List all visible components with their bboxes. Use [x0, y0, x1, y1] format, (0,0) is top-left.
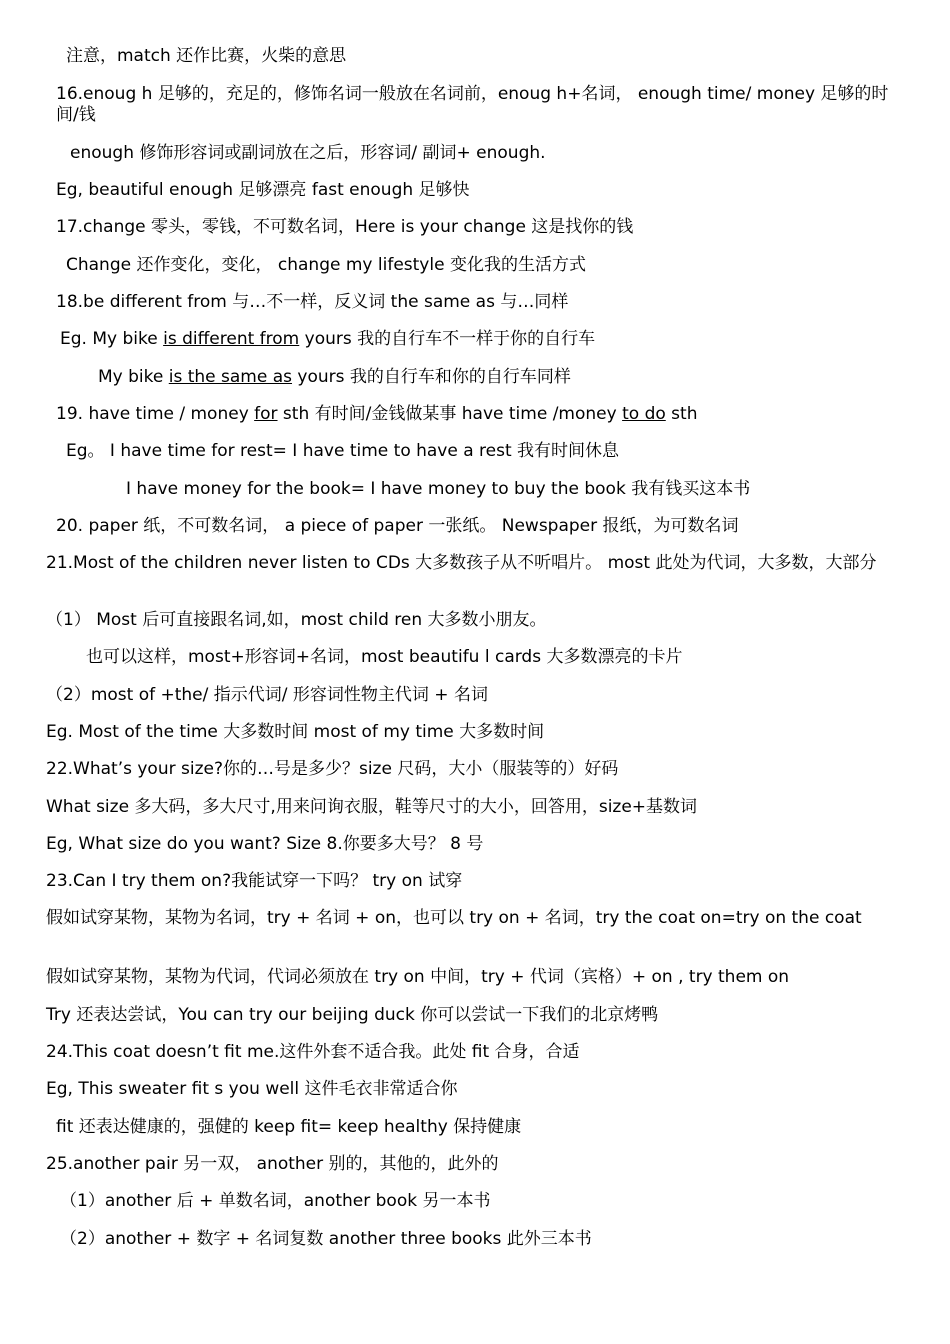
- text-segment: Eg。 I have time for rest= I have time to have a rest 我有时间休息: [66, 441, 620, 461]
- text-segment: Eg, beautiful enough 足够漂亮 fast enough 足够快: [56, 180, 470, 200]
- text-segment: 25.another pair 另一双， another 别的，其他的，此外的: [46, 1154, 499, 1174]
- text-line: [46, 834, 483, 855]
- text-segment: Eg, This sweater fit s you well 这件毛衣非常适合你: [46, 1079, 458, 1099]
- text-segment: Eg. Most of the time 大多数时间 most of my time 大多数时间: [46, 722, 545, 742]
- text-line: [70, 143, 546, 164]
- underlined-phrase: for: [254, 404, 278, 424]
- text-line: [126, 479, 750, 500]
- text-line: [46, 967, 789, 988]
- text-line: [46, 1079, 458, 1100]
- text-line: [46, 685, 488, 706]
- text-segment: 17.change 零头，零钱，不可数名词，Here is your change 这是找你的钱: [56, 217, 634, 237]
- text-segment: 注意，match 还作比赛，火柴的意思: [66, 46, 347, 66]
- text-line: [46, 759, 618, 780]
- text-line: [46, 908, 898, 929]
- text-segment: sth: [665, 404, 698, 424]
- text-line: [46, 610, 547, 631]
- text-segment: Eg, What size do you want? Size 8.你要多大号？ 8 号: [46, 834, 484, 854]
- text-segment: enough 修饰形容词或副词放在之后，形容词/ 副词+ enough.: [70, 143, 546, 163]
- text-segment: 23.Can I try them on?我能试穿一下吗？ try on 试穿: [46, 871, 463, 891]
- text-segment: Eg. My bike: [60, 329, 164, 349]
- text-line: [98, 367, 571, 388]
- underlined-phrase: is the same as: [168, 367, 293, 387]
- text-line: [56, 1117, 521, 1138]
- text-line: [46, 722, 544, 743]
- text-segment: 22.What’s your size?你的…号是多少？size 尺码，大小（服装等的）好码: [46, 759, 619, 779]
- text-segment: （2）another + 数字 + 名词复数 another three books 此外三本书: [60, 1229, 592, 1249]
- underlined-phrase: is different from: [163, 329, 300, 349]
- text-segment: fit 还表达健康的，强健的 keep fit= keep healthy 保持健康: [56, 1117, 522, 1137]
- underlined-phrase: to do: [622, 404, 666, 424]
- text-segment: I have money for the book= I have money to buy the book 我有钱买这本书: [126, 479, 751, 499]
- text-segment: 假如试穿某物，某物为代词，代词必须放在 try on 中间，try + 代词（宾格）+ on , try them on: [46, 967, 790, 987]
- text-line: [66, 441, 619, 462]
- text-segment: （2）most of +the/ 指示代词/ 形容词性物主代词 + 名词: [46, 685, 488, 705]
- text-segment: My bike: [98, 367, 169, 387]
- text-segment: 24.This coat doesn’t fit me.这件外套不适合我。此处 fit 合身，合适: [46, 1042, 580, 1062]
- text-line: [46, 871, 462, 892]
- text-line: [86, 647, 683, 668]
- text-segment: 也可以这样，most+形容词+名词，most beautifu l cards 大多数漂亮的卡片: [86, 647, 683, 667]
- text-line: [60, 1229, 592, 1250]
- text-line: [46, 553, 898, 574]
- text-segment: 21.Most of the children never listen to CDs 大多数孩子从不听唱片。 most 此处为代词，大多数，大部分: [46, 553, 877, 573]
- text-segment: （1）another 后 + 单数名词，another book 另一本书: [60, 1191, 491, 1211]
- text-line: [66, 46, 346, 67]
- text-segment: Try 还表达尝试，You can try our beijing duck 你可以尝试一下我们的北京烤鸭: [46, 1005, 659, 1025]
- text-segment: 16.enoug h 足够的，充足的，修饰名词一般放在名词前，enoug h+名词， enough time/ money 足够的时间/钱: [56, 84, 889, 125]
- text-segment: yours 我的自行车和你的自行车同样: [292, 367, 571, 387]
- text-line: [46, 797, 697, 818]
- text-segment: sth 有时间/金钱做某事 have time /money: [277, 404, 623, 424]
- text-line: [56, 217, 633, 238]
- text-segment: （1） Most 后可直接跟名词,如，most child ren 大多数小朋友。: [46, 610, 547, 630]
- text-line: [46, 1042, 580, 1063]
- text-line: [66, 255, 586, 276]
- text-line: [56, 180, 470, 201]
- text-segment: 假如试穿某物，某物为名词，try + 名词 + on，也可以 try on + 名词，try the coat on=try on the coat: [46, 908, 862, 928]
- text-segment: yours 我的自行车不一样于你的自行车: [299, 329, 596, 349]
- text-line: [46, 1005, 658, 1026]
- text-line: [56, 84, 898, 126]
- text-line: [56, 516, 739, 537]
- text-line: [56, 292, 568, 313]
- text-segment: 19. have time / money: [56, 404, 255, 424]
- text-line: [60, 329, 595, 350]
- text-line: [60, 1191, 490, 1212]
- text-segment: 20. paper 纸，不可数名词， a piece of paper 一张纸。 Newspaper 报纸，为可数名词: [56, 516, 739, 536]
- text-line: [46, 1154, 499, 1175]
- text-segment: 18.be different from 与…不一样，反义词 the same as 与…同样: [56, 292, 569, 312]
- text-segment: Change 还作变化，变化， change my lifestyle 变化我的生活方式: [66, 255, 586, 275]
- text-line: [56, 404, 697, 425]
- text-segment: What size 多大码，多大尺寸,用来问询衣服，鞋等尺寸的大小，回答用，size+基数词: [46, 797, 698, 817]
